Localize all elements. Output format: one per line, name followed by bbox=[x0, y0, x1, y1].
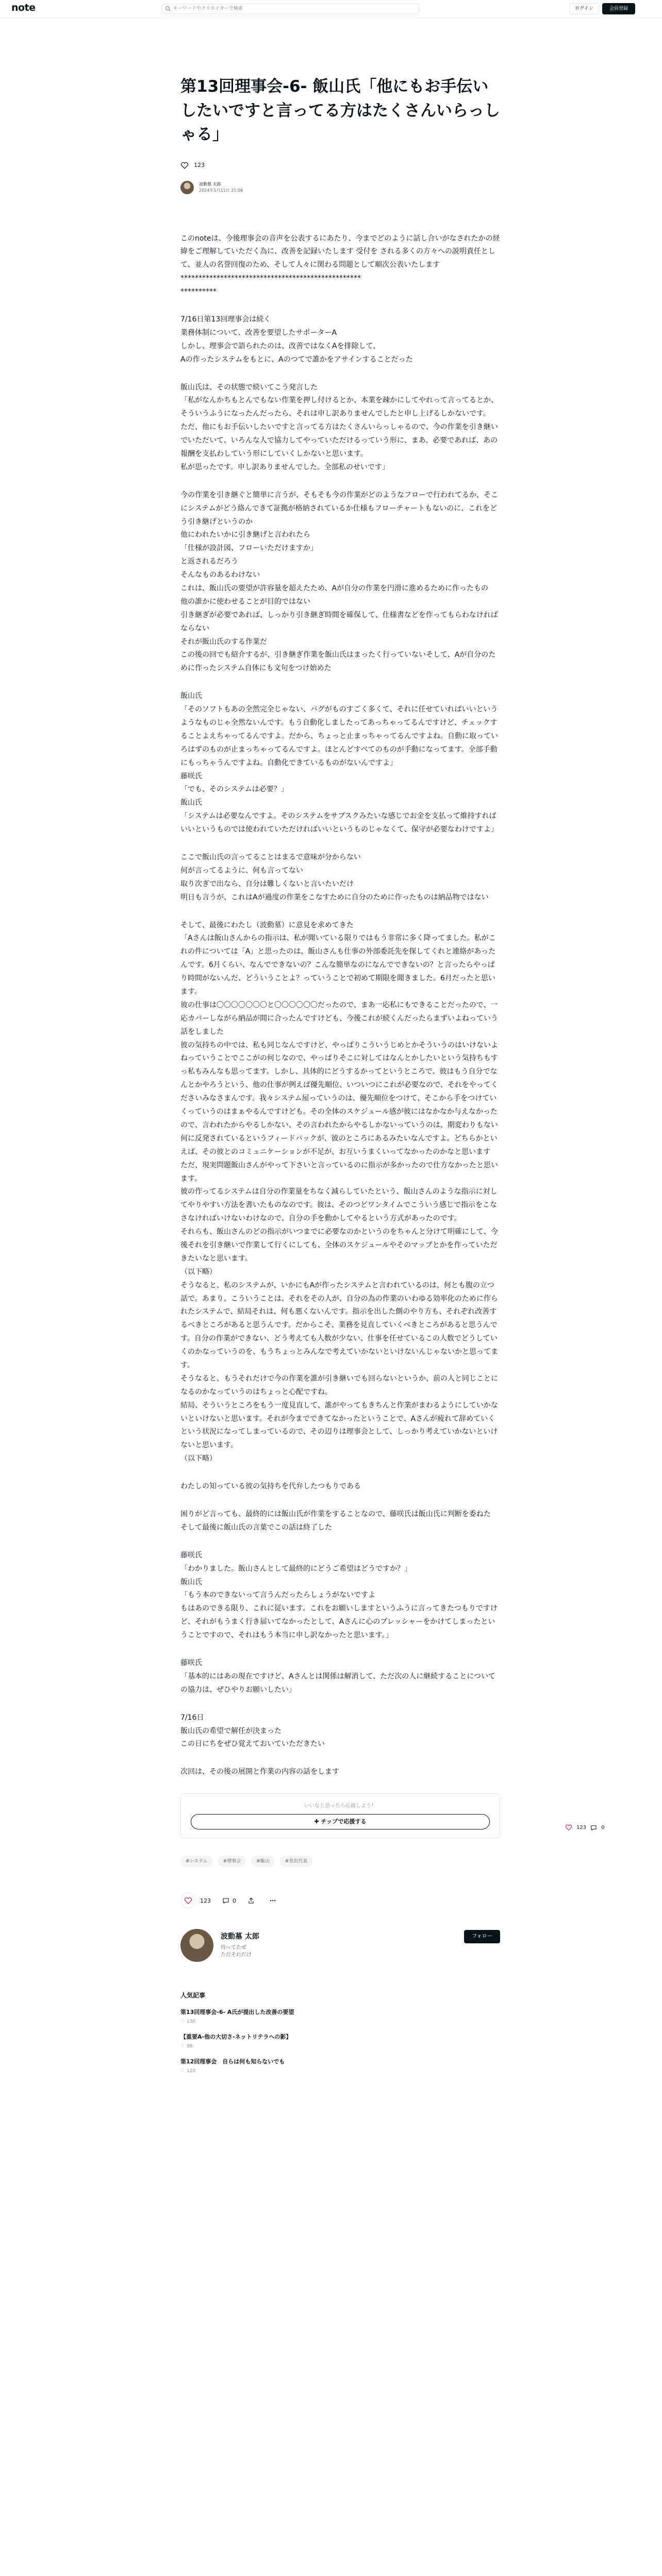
popular-articles bbox=[180, 1991, 500, 2074]
tag-list bbox=[180, 1856, 500, 1867]
signup-button[interactable]: 会員登録 bbox=[602, 3, 635, 14]
comment-button[interactable] bbox=[222, 1897, 236, 1904]
action-bar bbox=[180, 1893, 500, 1908]
heart-icon[interactable] bbox=[565, 1824, 572, 1831]
creator-info bbox=[221, 1929, 464, 1959]
popular-item-title: 第13回理事会-6- A氏が提出した改善の要望 bbox=[180, 2009, 294, 2016]
author-meta bbox=[199, 181, 243, 194]
heart-icon bbox=[184, 1896, 192, 1905]
floating-action-rail bbox=[565, 1824, 604, 1831]
popular-like-count: 130 bbox=[187, 2019, 196, 2025]
like-count: 123 bbox=[194, 162, 205, 168]
creator-description bbox=[221, 1944, 464, 1959]
popular-item-title: 【重要A-他の大切さ-ネットリテラへの影】 bbox=[180, 2033, 292, 2041]
paragraph: 次回は、その後の展開と作業の内容の話をします bbox=[180, 1768, 339, 1776]
note-logo[interactable]: note bbox=[11, 2, 36, 13]
author-row bbox=[180, 179, 500, 196]
creator-desc-line: 待ってたぜ bbox=[221, 1945, 246, 1951]
tag[interactable]: #差出代表 bbox=[280, 1856, 313, 1867]
paragraph: このnoteは、今後理事会の音声を公表するにあたり、今までどのように話し合いがなされたかの経緯をご理解していただく為に、改善を記録いたします 受付を される多くの方々への説明責任として、並人の名誉回復のため、そして人々に関わる問題として順次公表いたします ************************************************** ********** bbox=[180, 234, 500, 296]
creator-card bbox=[180, 1929, 500, 1972]
share-button[interactable] bbox=[247, 1897, 258, 1904]
tip-label: チップで応援する bbox=[321, 1818, 367, 1825]
paragraph: 飯山氏は、その状態で続いてこう発言した 「私がなんかちもとんでもない作業を押し付けるとか、本業を疎かにしてやれって言ってるとか、そういうふうになったんだったら、それは申し訳ありませんでしたと申し上げるしかないです。 ただ、他にもお手伝いしたいですと言ってる方はたくさんいらっしゃるので、今の作業を引き継いでいただいて、いろんな人で協力してやっていただけるっていう形に、まあ、必要であれば、あの報酬を支払わしていう形にしていくしかないと思います。 私が思ったです。申し訳ありませんでした。全部私のせいです」 bbox=[180, 383, 498, 471]
like-row bbox=[180, 160, 500, 171]
heart-icon[interactable] bbox=[180, 161, 189, 170]
tip-button[interactable] bbox=[191, 1814, 490, 1829]
publish-date: 2024年1月11日 21:06 bbox=[199, 188, 243, 193]
popular-item-likes bbox=[180, 2069, 500, 2074]
paragraph: 藤咲氏 「基本的にはあの現在ですけど、Aさんとは関係は解消して、ただ次の人に継続することについての協力は、ぜひやりお願いしたい」 bbox=[180, 1659, 496, 1694]
comment-icon[interactable] bbox=[590, 1824, 597, 1831]
like-count-action bbox=[200, 1897, 211, 1904]
popular-heading: 人気記事 bbox=[180, 1992, 206, 1999]
creator-avatar[interactable] bbox=[180, 1929, 213, 1962]
popular-item[interactable] bbox=[180, 2008, 500, 2024]
creator-desc-line: ただそれだけ bbox=[221, 1952, 252, 1958]
heart-icon: ♡ bbox=[180, 2069, 185, 2074]
article-body bbox=[180, 232, 500, 1780]
rail-like-count: 123 bbox=[576, 1824, 587, 1831]
search-box[interactable] bbox=[161, 4, 419, 14]
tip-icon: ✚ bbox=[314, 1818, 321, 1825]
paragraph: そして、最後にわたし（波動墓）に意見を求めてきた 「Aさんは飯山さんからの指示は、私が聞いている限りではもう非常に多く降ってました。私がこれの件については「A」と思ったのは、飯山さんも仕事の外部委託先を探してくれと連絡があったんです。6月くらい、なんでできないの？こんな簡単なのになんでできないの？と言ったらやっぱり時間がないんだ、どういうことよ？っていうことで初めて期限を聞きました。6月だったと思います。 彼の仕事は〇〇〇〇〇〇〇と〇〇〇〇〇〇だったので、まあ一応私にもできることだったので、一応カバーしながら納品が間に合ったんですけども、今後これが続くんだったらまずいよねっていう話をしました 彼の気持ちの中では、私も同じなんですけど、やっぱりこういうじめとかそういうのはいけないよねっていうことでここがの何じなので、やっぱりそこに対してはなんとかしたいという気持ちもすっ私もみんなも思ってます。しかし、具体的にどうするかってというところで、彼はもう自分でなんとかやろうという、他の仕事が例えば優先順位、いついつにこれが必要なので、それをやってくださいみなさまんです。我々システム屋っていうのは、優先順位をつけて、そこから手をつけていくっていうのはまぁやるんですけども。その全体のスケジュール感が彼にはなかなか与えなかったので、言われたからやるしかない、その言われたからやるしかないっていうのは、期変わりもない何に反発されているというフィードバックが、彼のところにあるみたいなんですよ。どちらかといえば、その彼とのコミュニケーションが不足が、お互いうまくいってなかったのかなと思います ただ、現実問題飯山さんがやって下さいと言っているのに指示が多かったので仕方なかったと思います。 彼の作ってるシステムは自分の作業量をちなく減らしていたという、飯山さんのような指示に対してやりやすい方法を書いたものなのです。彼は、そのつどワンタイムでこういう感じで指示をこなさなければいけないわけなので、自分の手を動かしてやるという方式があったのです。 それらも、飯山さんのどの指示がいつまでに必要なのかというのをちゃんと分けて明確にして、今後それを引き継いで作業して行くにしても、全体のスケジュールやそのマップとかを作っていただきたいなと思います。 （以下略） そうなると、私のシステムが、いかにもAが作ったシステムと言われているのは、何とも腹の立つ話で。あまり、こういうことは、それをその人が、自分の為の作業のいわゆる効率化のために作られたシステムで、結局それは、何も悪くないんです。指示を出した側のやり方も、それぞれ改善するべきところがあると思うんです。だからこそ、業務を見直していくべきところがあると思うんです。自分の作業ができない、どう考えても人数が少ない、仕事を任せているこの人数でどうしていくのかなっていうのを、もうちょっとみんなで考えていかないといけないんじゃないかと思ってます。 そうなると、もうそれだけで今の作業を誰が引き継いでも回らないというか、前の人と同じことになるのかなっていうのはちょっと心配ですね。 結局、そういうところをもう一度見直して、誰がやってもきちんと作業がまわるようにしていかないといけないと思います。それが今までできてなかったということで、Aさんが疲れて辞めていくという状況になってしまっているので、その辺りは理事会として、しっかり考えていかないといけないと思います。 （以下略） bbox=[180, 921, 498, 1463]
like-count: 123 bbox=[200, 1897, 211, 1904]
paragraph: 7/16日第13回理事会は続く 業務体制について、改善を要望したサポーターA しかし、理事会で語られたのは、改善ではなくAを排除して、 Aの作ったシステムをもとに、Aのつてで誰かをアサインすることだった bbox=[180, 315, 413, 364]
tag[interactable]: #理事会 bbox=[218, 1856, 246, 1867]
paragraph: 飯山氏 「そのソフトもあの全然完全じゃない、バグがものすごく多くて、それに任せていればいいというようなものじゃ全然ないんです。もう自動化しましたってあっちゃってるんですけど、チェックすることよえちゃってるんですよ。だから、ちょっと止まっちゃってるんですよね。自動に取っていろはずのものが止まっちゃってるんですよ。ほとんどすべてのものが手動になってます。全部手動にもっちゃうんですよね。自動化できているものがないんですよ」 藤咲氏 「でも、そのシステムは必要？」 飯山氏 「システムは必要なんですよ。そのシステムをサブスクみたいな感じでお金を支払って維持すればいいというものでは使われていただければいいというものじゃなくて、保守が必要なわけですよ」 bbox=[180, 692, 498, 834]
author-avatar[interactable] bbox=[180, 181, 194, 194]
popular-item[interactable] bbox=[180, 2057, 500, 2074]
article-title: 第13回理事会-6- 飯山氏「他にもお手伝いしたいですと言ってる方はたくさんいらっしゃる」 bbox=[180, 77, 500, 144]
share-icon bbox=[247, 1897, 255, 1904]
popular-like-count: 120 bbox=[187, 2069, 196, 2074]
creator-name[interactable]: 波動墓 太郎 bbox=[221, 1933, 259, 1941]
tag[interactable]: #飯山 bbox=[251, 1856, 275, 1867]
search-input[interactable] bbox=[173, 5, 416, 12]
paragraph: 7/16日 飯山氏の希望で解任が決まった この日にちをぜひ覚えておいていただきたい bbox=[180, 1713, 325, 1749]
more-button[interactable] bbox=[269, 1897, 279, 1904]
login-button[interactable]: ログイン bbox=[569, 3, 599, 14]
site-header bbox=[0, 0, 662, 18]
support-lead: いいなと思ったら応援しよう！ bbox=[304, 1803, 376, 1809]
author-name[interactable]: 波動墓 太郎 bbox=[199, 181, 221, 187]
rail-comment-count: 0 bbox=[601, 1824, 605, 1831]
article bbox=[180, 75, 500, 2074]
support-box bbox=[180, 1793, 500, 1838]
more-icon bbox=[269, 1897, 276, 1904]
popular-item-likes bbox=[180, 2019, 500, 2024]
paragraph: わたしの知っている彼の気持ちを代弁したつもりである bbox=[180, 1482, 361, 1491]
comment-count: 0 bbox=[233, 1897, 236, 1904]
popular-item-title: 第12回理事会 自らは何も知らないでも bbox=[180, 2058, 285, 2065]
paragraph: 藤咲氏 「わかりました。飯山さんとして最終的にどうご希望はどうですか？」 飯山氏 「もう本のできないって言うんだったらしょうがないですよ もはあのできる限り、これに従います。これをお願いしますというふうに言ってきたつもりですけど、それがもうまく行き届いてなかったとして、Aさんに心のプレッシャーをかけてしまったということですので、それはもう本当に申し訳なかったと思います。」 bbox=[180, 1551, 498, 1640]
tag[interactable]: #システム bbox=[180, 1856, 213, 1867]
paragraph: 困りがど言っても、最終的には飯山氏が作業をすることなので、藤咲氏は飯山氏に判断を委ねた そして最後に飯山氏の言葉でこの話は終了した bbox=[180, 1510, 491, 1532]
paragraph: ここで飯山氏の言ってることはまるで意味が分からない 何が言ってるように、何も言ってない 取り次ぎで出なら、自分は難しくないと言いたいだけ 明日も言うが、これはAが過度の作業をこなすために自分のために作ったものは納品物ではない bbox=[180, 853, 489, 902]
heart-icon: ♡ bbox=[180, 2044, 185, 2049]
paragraph: 今の作業を引き継ぐと簡単に言うが、そもそも今の作業がどのようなフローで行われてるか、そこにシステムがどう絡んできて証拠が格納されているか仕様もフローチャートもないのに、これをどう引き継げというのか 他にわれたいかに引き継げと言われたら 「仕様が設計図、フローいただけますか」 と返されるだろう そんなものあるわけない これは、飯山氏の要望が許容量を超えたため、Aが自分の作業を円滑に進めるために作ったもの 他の誰かに使わせることが目的ではない 引き継ぎが必要であれば、しっかり引き継ぎ時間を確保して、仕様書などを作ってもらわなければならない それが飯山氏のする作業だ この後の回でも紹介するが、引き継ぎ作業を飯山氏はまったく行っていないそして、Aが自分のために作ったシステム自体にも文句をつけ始めた bbox=[180, 490, 498, 673]
follow-button[interactable]: フォロー bbox=[464, 1930, 500, 1943]
popular-item-likes bbox=[180, 2044, 500, 2049]
popular-item[interactable] bbox=[180, 2032, 500, 2049]
search-icon bbox=[165, 6, 171, 12]
popular-like-count: 98 bbox=[187, 2044, 193, 2049]
like-button[interactable] bbox=[180, 1893, 196, 1908]
heart-icon: ♡ bbox=[180, 2019, 185, 2025]
comment-icon bbox=[222, 1897, 229, 1904]
